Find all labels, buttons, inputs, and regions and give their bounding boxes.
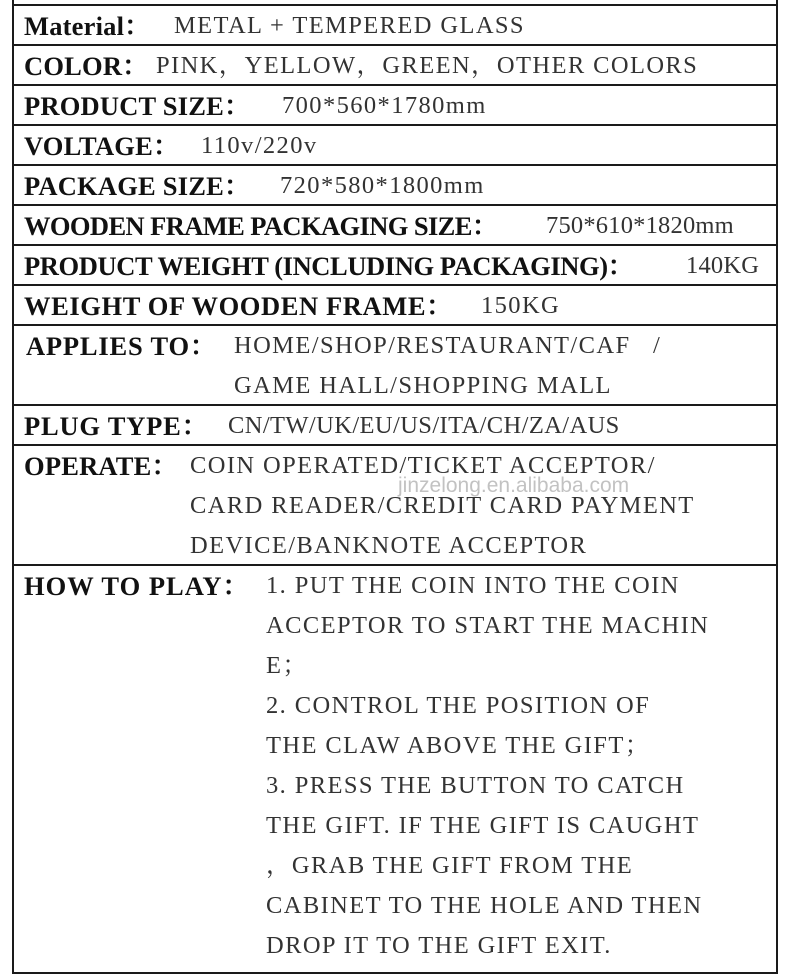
spec-table xyxy=(12,0,778,974)
spec-value-line: 3. PRESS THE BUTTON TO CATCH xyxy=(266,772,685,799)
spec-value-line: ，GRAB THE GIFT FROM THE xyxy=(266,852,634,879)
spec-value: 720*580*1800mm xyxy=(280,172,485,199)
spec-value: METAL + TEMPERED GLASS xyxy=(174,12,525,39)
spec-label: Material： xyxy=(24,11,151,41)
spec-label: HOW TO PLAY： xyxy=(24,571,251,601)
spec-value-line: THE CLAW ABOVE THE GIFT； xyxy=(266,732,651,759)
spec-value-line: 2. CONTROL THE POSITION OF xyxy=(266,692,651,719)
spec-label: PACKAGE SIZE： xyxy=(24,171,251,201)
spec-value-line: 1. PUT THE COIN INTO THE COIN xyxy=(266,572,680,599)
spec-row-product-size xyxy=(14,84,776,124)
spec-row-wooden-frame-weight xyxy=(14,284,776,324)
spec-label: PRODUCT WEIGHT (INCLUDING PACKAGING)： xyxy=(24,251,634,281)
spec-label: WEIGHT OF WOODEN FRAME： xyxy=(24,291,454,321)
spec-value: PINK，YELLOW，GREEN，OTHER COLORS xyxy=(156,52,699,79)
spec-row-plug-type xyxy=(14,404,776,444)
spec-label: COLOR： xyxy=(24,51,149,81)
spec-row-how-to-play xyxy=(14,564,776,972)
spec-value-line: CARD READER/CREDIT CARD PAYMENT xyxy=(190,492,695,519)
spec-value-line: GAME HALL/SHOPPING MALL xyxy=(234,372,612,399)
spec-value-line: COIN OPERATED/TICKET ACCEPTOR/ xyxy=(190,452,656,479)
spec-label: APPLIES TO： xyxy=(26,331,218,361)
spec-value-line: DEVICE/BANKNOTE ACCEPTOR xyxy=(190,532,588,559)
spec-row-material xyxy=(14,4,776,44)
spec-label: PRODUCT SIZE： xyxy=(24,91,251,121)
spec-row-operate xyxy=(14,444,776,564)
spec-row-color xyxy=(14,44,776,84)
spec-label: PLUG TYPE： xyxy=(24,411,209,441)
spec-value-line: THE GIFT. IF THE GIFT IS CAUGHT xyxy=(266,812,700,839)
spec-row-product-weight xyxy=(14,244,776,284)
spec-row-package-size xyxy=(14,164,776,204)
spec-label: VOLTAGE： xyxy=(24,131,180,161)
spec-value-line: CABINET TO THE HOLE AND THEN xyxy=(266,892,703,919)
spec-value-line: HOME/SHOP/RESTAURANT/CAF / xyxy=(234,332,662,359)
spec-value-line: DROP IT TO THE GIFT EXIT. xyxy=(266,932,612,959)
spec-value: 700*560*1780mm xyxy=(282,92,487,119)
spec-value: CN/TW/UK/EU/US/ITA/CH/ZA/AUS xyxy=(228,412,620,439)
spec-value-line: ACCEPTOR TO START THE MACHIN xyxy=(266,612,710,639)
spec-value: 750*610*1820mm xyxy=(546,212,734,239)
spec-label: WOODEN FRAME PACKAGING SIZE： xyxy=(24,211,498,241)
spec-value: 110v/220v xyxy=(201,132,318,159)
spec-row-applies-to xyxy=(14,324,776,404)
spec-row-voltage xyxy=(14,124,776,164)
spec-value: 150KG xyxy=(481,292,561,319)
spec-label: OPERATE： xyxy=(24,451,179,481)
spec-value-line: E； xyxy=(266,652,309,679)
spec-value: 140KG xyxy=(686,252,760,279)
watermark: jinzelong.en.alibaba.com xyxy=(398,474,630,497)
spec-row-wooden-frame-packaging-size xyxy=(14,204,776,244)
